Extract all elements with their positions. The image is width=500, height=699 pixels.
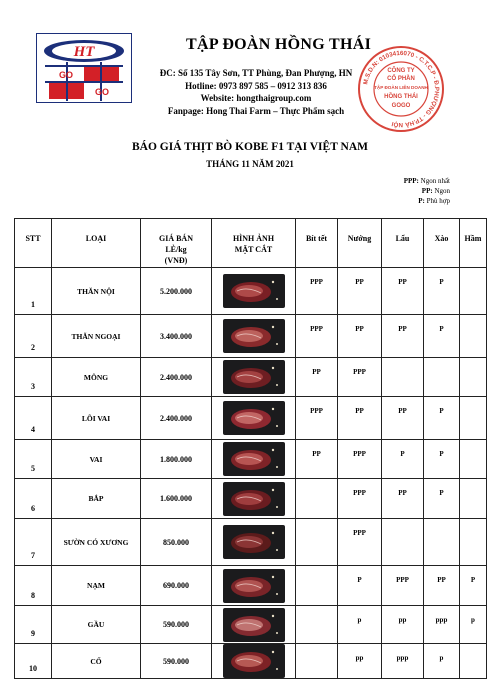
row-price: 590.000 — [141, 606, 212, 644]
row-xao-rating: PP — [424, 566, 460, 606]
company-fanpage[interactable]: Fanpage: Hong Thai Farm – Thực Phẩm sạch — [167, 105, 345, 116]
row-price: 590.000 — [141, 644, 212, 679]
price-table-body — [15, 268, 487, 679]
table-row — [15, 315, 487, 358]
seal-line-2: CỔ PHẦN — [387, 76, 415, 82]
row-nuong-rating: PPP — [338, 358, 382, 397]
table-row — [15, 358, 487, 397]
row-price: 1.600.000 — [141, 479, 212, 519]
row-cut-image — [212, 644, 296, 679]
legend-p-key: P: — [418, 197, 425, 205]
meat-cut-photo — [223, 644, 285, 678]
row-ham-rating — [460, 268, 487, 315]
row-ham-rating: P — [460, 566, 487, 606]
header-gia-line2: LẺ/kg — [165, 245, 187, 254]
company-hotline: Hotline: 0973 897 585 – 0912 313 836 — [185, 80, 327, 91]
row-cut-name: THĂN NGOẠI — [52, 315, 141, 358]
legend-ppp — [404, 176, 450, 186]
row-bittet-rating — [296, 644, 338, 679]
row-xao-rating: P — [424, 397, 460, 440]
row-ham-rating — [460, 397, 487, 440]
price-table — [14, 218, 487, 679]
header-loai: LOẠI — [52, 219, 141, 268]
row-bittet-rating: PPP — [296, 268, 338, 315]
row-nuong-rating: PPP — [338, 519, 382, 566]
row-xao-rating — [424, 358, 460, 397]
table-row — [15, 606, 487, 644]
row-lau-rating: PP — [382, 397, 424, 440]
legend-ppp-key: PPP: — [403, 177, 419, 185]
header-gia-line1: GIÁ BÁN — [158, 234, 193, 243]
header-lau: Lẩu — [382, 219, 424, 268]
header-gia-line3: (VNĐ) — [164, 256, 188, 265]
legend-p — [404, 196, 450, 206]
row-price: 850.000 — [141, 519, 212, 566]
row-cut-name: GẦU — [52, 606, 141, 644]
legend-pp — [404, 186, 450, 196]
row-lau-rating — [382, 358, 424, 397]
row-nuong-rating: p — [338, 606, 382, 644]
row-stt: 5 — [15, 440, 52, 479]
seal-line-4: HỒNG THÁI — [384, 94, 418, 100]
meat-cut-photo — [223, 525, 285, 559]
row-cut-name: LÕI VAI — [52, 397, 141, 440]
row-cut-name: VAI — [52, 440, 141, 479]
table-header-row — [15, 219, 487, 268]
row-cut-name: MÔNG — [52, 358, 141, 397]
seal-line-1: CÔNG TY — [387, 68, 415, 74]
row-cut-image — [212, 268, 296, 315]
row-lau-rating: PPP — [382, 566, 424, 606]
header-bittet: Bít tết — [296, 219, 338, 268]
row-stt: 8 — [15, 566, 52, 606]
row-xao-rating: p — [424, 644, 460, 679]
header-xao: Xào — [424, 219, 460, 268]
row-cut-image — [212, 479, 296, 519]
row-stt: 9 — [15, 606, 52, 644]
row-lau-rating — [382, 519, 424, 566]
row-stt: 6 — [15, 479, 52, 519]
logo-sub-bottom: GO — [94, 87, 110, 97]
row-nuong-rating: PP — [338, 315, 382, 358]
legend-p-text: Phù hợp — [426, 197, 450, 205]
legend-pp-key: PP: — [421, 187, 433, 195]
row-lau-rating: PP — [382, 315, 424, 358]
seal-ring-text: M.S.D.N: 0103416070 - C.T.C.P - Đ.PHƯỢNG - TP.HÀ NỘI — [362, 49, 441, 129]
row-stt: 3 — [15, 358, 52, 397]
row-xao-rating: P — [424, 315, 460, 358]
row-stt: 1 — [15, 268, 52, 315]
legend-pp-text: Ngon — [434, 187, 450, 195]
row-ham-rating — [460, 519, 487, 566]
rating-legend — [404, 176, 450, 206]
row-cut-image — [212, 440, 296, 479]
company-seal-stamp — [357, 45, 445, 133]
row-lau-rating: pp — [382, 606, 424, 644]
row-price: 3.400.000 — [141, 315, 212, 358]
table-row — [15, 397, 487, 440]
meat-cut-photo — [223, 274, 285, 308]
row-cut-image — [212, 397, 296, 440]
company-website[interactable]: Website: hongthaigroup.com — [200, 93, 312, 103]
row-xao-rating: P — [424, 440, 460, 479]
row-nuong-rating: PP — [338, 397, 382, 440]
row-cut-name: BẮP — [52, 479, 141, 519]
document-title: BÁO GIÁ THỊT BÒ KOBE F1 TẠI VIỆT NAM — [131, 141, 369, 153]
table-row — [15, 519, 487, 566]
meat-cut-photo — [223, 401, 285, 435]
row-xao-rating — [424, 519, 460, 566]
header-nuong: Nướng — [338, 219, 382, 268]
row-price: 1.800.000 — [141, 440, 212, 479]
row-ham-rating: p — [460, 606, 487, 644]
row-nuong-rating: pp — [338, 644, 382, 679]
row-cut-name: THĂN NỘI — [52, 268, 141, 315]
row-cut-name: SƯỜN CÓ XƯƠNG — [52, 519, 141, 566]
row-stt: 7 — [15, 519, 52, 566]
header-gia — [141, 219, 212, 268]
row-ham-rating — [460, 479, 487, 519]
row-stt: 10 — [15, 644, 52, 679]
table-row — [15, 644, 487, 679]
header-hinh-line2: MẶT CẮT — [234, 245, 273, 254]
company-info — [136, 67, 376, 117]
seal-line-5: GOGO — [391, 103, 411, 109]
row-bittet-rating: PP — [296, 440, 338, 479]
document-subtitle: THÁNG 11 NĂM 2021 — [206, 159, 294, 169]
row-lau-rating: P — [382, 440, 424, 479]
meat-cut-photo — [223, 482, 285, 516]
row-cut-image — [212, 358, 296, 397]
row-stt: 4 — [15, 397, 52, 440]
row-nuong-rating: PPP — [338, 440, 382, 479]
row-price: 2.400.000 — [141, 358, 212, 397]
company-logo — [36, 33, 132, 103]
company-name: TẬP ĐOÀN HỒNG THÁI — [186, 36, 372, 53]
meat-cut-photo — [223, 360, 285, 394]
row-xao-rating: ppp — [424, 606, 460, 644]
meat-cut-photo — [223, 442, 285, 476]
row-ham-rating — [460, 358, 487, 397]
table-row — [15, 268, 487, 315]
row-bittet-rating: PP — [296, 358, 338, 397]
row-lau-rating: ppp — [382, 644, 424, 679]
header-hinh-anh — [212, 219, 296, 268]
row-cut-name: NẠM — [52, 566, 141, 606]
logo-sub-top: GO — [58, 70, 74, 80]
legend-ppp-text: Ngon nhất — [420, 177, 450, 185]
meat-cut-photo — [223, 608, 285, 642]
company-address: ĐC: Số 135 Tây Sơn, TT Phùng, Đan Phượng, HN — [159, 68, 353, 78]
row-bittet-rating — [296, 606, 338, 644]
row-ham-rating — [460, 644, 487, 679]
row-nuong-rating: P — [338, 566, 382, 606]
meat-cut-photo — [223, 569, 285, 603]
row-bittet-rating — [296, 566, 338, 606]
table-row — [15, 566, 487, 606]
row-cut-image — [212, 519, 296, 566]
meat-cut-photo — [223, 319, 285, 353]
row-bittet-rating: PPP — [296, 397, 338, 440]
row-bittet-rating — [296, 479, 338, 519]
row-ham-rating — [460, 315, 487, 358]
row-price: 5.200.000 — [141, 268, 212, 315]
row-bittet-rating — [296, 519, 338, 566]
row-cut-image — [212, 566, 296, 606]
row-price: 690.000 — [141, 566, 212, 606]
row-nuong-rating: PPP — [338, 479, 382, 519]
row-xao-rating: P — [424, 268, 460, 315]
table-row — [15, 440, 487, 479]
row-cut-image — [212, 315, 296, 358]
row-cut-image — [212, 606, 296, 644]
row-lau-rating: PP — [382, 268, 424, 315]
header-stt: STT — [15, 219, 52, 268]
header-hinh-line1: HÌNH ẢNH — [232, 234, 275, 243]
row-xao-rating: P — [424, 479, 460, 519]
row-price: 2.400.000 — [141, 397, 212, 440]
seal-line-3: TẬP ĐOÀN LIÊN DOANH — [374, 85, 428, 90]
table-row — [15, 479, 487, 519]
row-cut-name: CỔ — [52, 644, 141, 679]
row-nuong-rating: PP — [338, 268, 382, 315]
logo-letters: HT — [73, 44, 95, 60]
row-lau-rating: PP — [382, 479, 424, 519]
row-ham-rating — [460, 440, 487, 479]
row-stt: 2 — [15, 315, 52, 358]
row-bittet-rating: PPP — [296, 315, 338, 358]
header-ham: Hầm — [460, 219, 487, 268]
